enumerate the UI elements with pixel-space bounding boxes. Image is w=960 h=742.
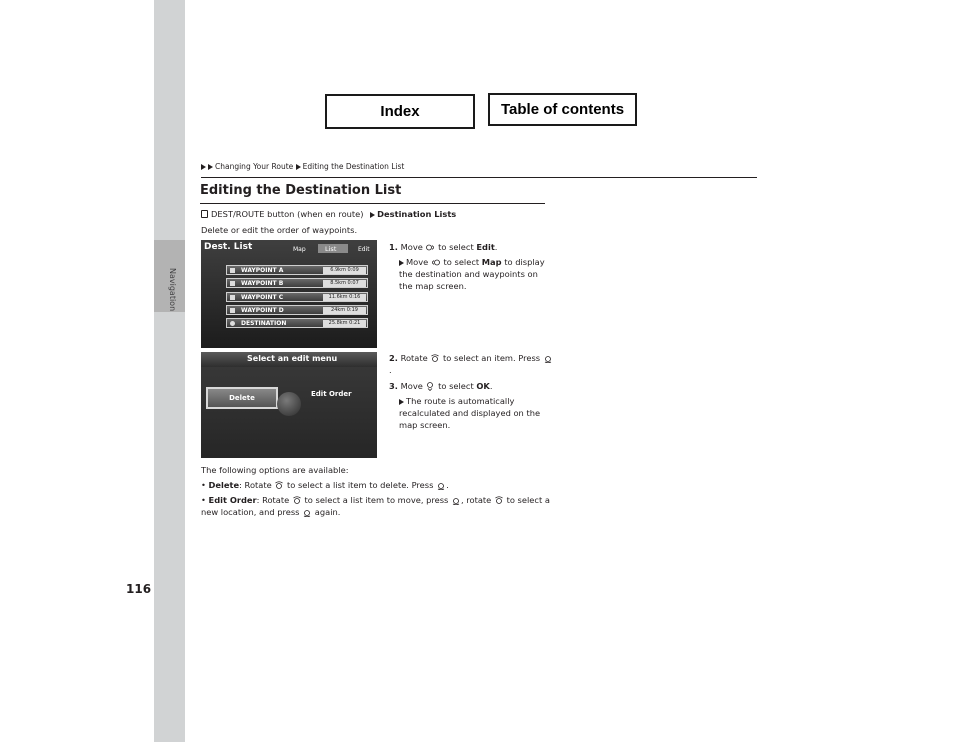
flag-icon	[230, 295, 235, 300]
option-edit-order: • Edit Order: Rotate to select a list item to move, press , rotate to select a new location, and press again.	[201, 495, 550, 517]
note-arrow-icon	[399, 260, 404, 266]
rotate-icon	[293, 496, 301, 505]
list-item: WAYPOINT B 8.5km 0:07	[226, 278, 368, 288]
rotate-icon	[431, 354, 439, 363]
edit-menu-screenshot	[201, 352, 377, 458]
delete-option: Delete	[206, 387, 278, 409]
table-of-contents-button[interactable]: Table of contents	[488, 93, 637, 126]
breadcrumb-arrow-icon	[296, 164, 301, 170]
dest-list-screenshot	[201, 240, 377, 348]
step-2: 2. Rotate to select an item. Press .	[389, 352, 554, 376]
list-item: WAYPOINT A 6.9km 0:09	[226, 265, 368, 275]
breadcrumb	[201, 162, 404, 171]
breadcrumb-current: Editing the Destination List	[302, 162, 405, 171]
flag-icon	[230, 308, 235, 313]
path-arrow-icon	[370, 212, 375, 218]
flag-icon	[230, 281, 235, 286]
screen-title: Dest. List	[204, 242, 253, 252]
section-label: Navigation	[168, 268, 177, 312]
rotate-icon	[495, 496, 503, 505]
press-icon	[437, 481, 445, 490]
press-icon	[544, 354, 552, 363]
option-delete: • Delete: Rotate to select a list item to delete. Press .	[201, 480, 449, 490]
press-icon	[303, 508, 311, 517]
list-item: WAYPOINT D 24km 0:19	[226, 305, 368, 315]
title-rule	[200, 203, 545, 204]
edit-order-option: Edit Order	[311, 390, 352, 398]
breadcrumb-arrow-icon	[208, 164, 213, 170]
step-1: 1. Move to select Edit.	[389, 242, 498, 252]
page-number: 116	[126, 582, 152, 596]
intro-text: Delete or edit the order of waypoints.	[201, 225, 358, 235]
destination-icon	[230, 321, 235, 326]
knob-icon	[277, 392, 301, 416]
tab-map: Map	[293, 246, 306, 253]
move-down-icon	[426, 382, 434, 391]
tab-list: List	[325, 245, 337, 253]
screen-title: Select an edit menu	[247, 354, 338, 363]
step-3-note: The route is automatically recalculated and displayed on the map screen.	[399, 396, 541, 430]
breadcrumb-arrow-icon	[201, 164, 206, 170]
move-right-icon	[426, 243, 434, 252]
tab-edit: Edit	[358, 246, 370, 253]
flag-icon	[230, 268, 235, 273]
index-button[interactable]: Index	[325, 94, 475, 129]
step-3: 3. Move to select OK.	[389, 381, 493, 391]
breadcrumb-link-route[interactable]: Changing Your Route	[215, 162, 294, 171]
move-left-icon	[432, 258, 440, 267]
hardware-button-icon	[201, 210, 208, 218]
note-arrow-icon	[399, 399, 404, 405]
page-title: Editing the Destination List	[200, 183, 402, 198]
options-intro: The following options are available:	[201, 465, 349, 475]
list-item: WAYPOINT C 11.6km 0:16	[226, 292, 368, 302]
step-1-note: Move to select Map to display the destination and waypoints on the map screen.	[399, 257, 545, 291]
menu-path: DEST/ROUTE button (when en route) Destination Lists	[201, 208, 456, 220]
side-band	[154, 0, 185, 742]
list-item: DESTINATION 25.8km 0:21	[226, 318, 368, 328]
press-icon	[452, 496, 460, 505]
header-rule	[201, 177, 757, 178]
rotate-icon	[275, 481, 283, 490]
